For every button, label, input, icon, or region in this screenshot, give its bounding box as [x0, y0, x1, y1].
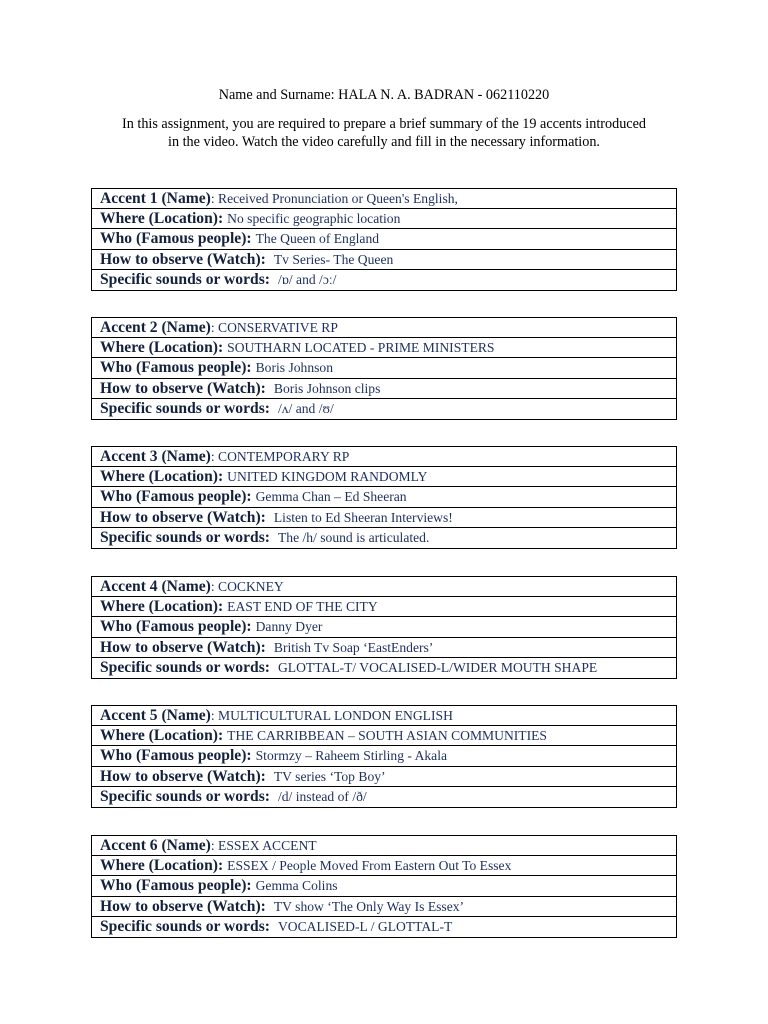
accent-name-row	[92, 318, 676, 338]
observe-label: How to observe (Watch):	[100, 379, 266, 397]
location-label: Where (Location):	[100, 598, 224, 616]
accent-name-row	[92, 189, 676, 209]
location-value: UNITED KINGDOM RANDOMLY	[227, 469, 428, 485]
observe-label: How to observe (Watch):	[100, 250, 266, 268]
observe-label: How to observe (Watch):	[100, 508, 266, 526]
accent-name-value: : COCKNEY	[210, 579, 284, 594]
accent-name-value: : CONTEMPORARY RP	[210, 449, 350, 464]
observe-value: Listen to Ed Sheeran Interviews!	[273, 509, 453, 525]
famous-people-value: Gemma Colins	[255, 878, 338, 894]
famous-people-label: Who (Famous people):	[100, 877, 252, 895]
sounds-label: Specific sounds or words:	[100, 787, 270, 805]
accent-table-6	[91, 835, 677, 938]
famous-people-row	[92, 358, 676, 378]
accent-name-row	[92, 836, 676, 856]
observe-row	[92, 638, 676, 658]
observe-value: Tv Series- The Queen	[273, 251, 394, 267]
famous-people-value: Gemma Chan – Ed Sheeran	[255, 489, 407, 505]
sounds-label: Specific sounds or words:	[100, 270, 270, 288]
famous-people-value: Boris Johnson	[255, 360, 334, 376]
accent-name-value: : MULTICULTURAL LONDON ENGLISH	[210, 708, 453, 723]
famous-people-label: Who (Famous people):	[100, 359, 252, 377]
observe-value: TV series ‘Top Boy’	[273, 768, 386, 784]
famous-people-row	[92, 487, 676, 507]
famous-people-label: Who (Famous people):	[100, 230, 252, 248]
observe-row	[92, 897, 676, 917]
location-value: THE CARRIBBEAN – SOUTH ASIAN COMMUNITIES	[227, 728, 547, 744]
sounds-label: Specific sounds or words:	[100, 658, 270, 676]
location-row	[92, 726, 676, 746]
famous-people-row	[92, 746, 676, 766]
observe-row	[92, 508, 676, 528]
accent-title: Accent 6 (Name)	[100, 837, 211, 854]
accent-table-4	[91, 576, 677, 679]
observe-label: How to observe (Watch):	[100, 767, 266, 785]
name-and-surname: Name and Surname: HALA N. A. BADRAN - 062110220	[218, 87, 550, 103]
location-value: ESSEX / People Moved From Eastern Out To Essex	[227, 858, 512, 874]
famous-people-row	[92, 229, 676, 249]
location-label: Where (Location):	[100, 857, 224, 875]
famous-people-row	[92, 876, 676, 896]
famous-people-value: Danny Dyer	[255, 619, 323, 635]
accent-name-value: : CONSERVATIVE RP	[210, 320, 338, 335]
sounds-row	[92, 658, 676, 678]
location-label: Where (Location):	[100, 210, 224, 228]
instructions-line-2: in the video. Watch the video carefully and fill in the necessary information.	[168, 134, 600, 150]
location-label: Where (Location):	[100, 339, 224, 357]
accent-title: Accent 2 (Name)	[100, 319, 211, 336]
sounds-row	[92, 917, 676, 937]
accent-name-row	[92, 577, 676, 597]
observe-label: How to observe (Watch):	[100, 897, 266, 915]
accent-table-3	[91, 446, 677, 549]
famous-people-row	[92, 617, 676, 637]
location-label: Where (Location):	[100, 468, 224, 486]
location-label: Where (Location):	[100, 727, 224, 745]
accent-name-row	[92, 447, 676, 467]
location-row	[92, 338, 676, 358]
famous-people-value: The Queen of England	[255, 231, 380, 247]
accent-name-row	[92, 706, 676, 726]
sounds-row	[92, 528, 676, 548]
observe-row	[92, 379, 676, 399]
location-value: EAST END OF THE CITY	[227, 599, 378, 615]
sounds-row	[92, 399, 676, 419]
sounds-value: /ɒ/ and /ɔː/	[277, 271, 337, 287]
accent-title: Accent 5 (Name)	[100, 707, 211, 724]
accent-title: Accent 1 (Name)	[100, 190, 211, 207]
accent-title: Accent 3 (Name)	[100, 448, 211, 465]
sounds-label: Specific sounds or words:	[100, 528, 270, 546]
observe-value: Boris Johnson clips	[273, 380, 381, 396]
sounds-value: GLOTTAL-T/ VOCALISED-L/WIDER MOUTH SHAPE	[277, 659, 598, 675]
accent-table-1	[91, 188, 677, 291]
location-value: No specific geographic location	[227, 211, 401, 227]
sounds-label: Specific sounds or words:	[100, 917, 270, 935]
accent-table-5	[91, 705, 677, 808]
observe-value: British Tv Soap ‘EastEnders’	[273, 639, 434, 655]
sounds-value: The /h/ sound is articulated.	[277, 529, 430, 545]
observe-value: TV show ‘The Only Way Is Essex’	[273, 898, 465, 914]
instructions-line-1: In this assignment, you are required to prepare a brief summary of the 19 accents introduced	[122, 116, 646, 132]
location-row	[92, 856, 676, 876]
sounds-row	[92, 270, 676, 290]
famous-people-label: Who (Famous people):	[100, 618, 252, 636]
accent-table-2	[91, 317, 677, 420]
sounds-label: Specific sounds or words:	[100, 399, 270, 417]
sounds-value: VOCALISED-L / GLOTTAL-T	[277, 918, 453, 934]
famous-people-label: Who (Famous people):	[100, 488, 252, 506]
accent-name-value: : Received Pronunciation or Queen's English,	[210, 191, 458, 206]
location-row	[92, 209, 676, 229]
famous-people-value: Stormzy – Raheem Stirling - Akala	[255, 748, 448, 764]
sounds-value: /ʌ/ and /ʊ/	[277, 400, 334, 416]
observe-label: How to observe (Watch):	[100, 638, 266, 656]
observe-row	[92, 250, 676, 270]
location-row	[92, 467, 676, 487]
accent-title: Accent 4 (Name)	[100, 578, 211, 595]
accent-name-value: : ESSEX ACCENT	[210, 838, 317, 853]
observe-row	[92, 767, 676, 787]
location-value: SOUTHARN LOCATED - PRIME MINISTERS	[227, 340, 495, 356]
sounds-value: /d/ instead of /ð/	[277, 788, 367, 804]
sounds-row	[92, 787, 676, 807]
location-row	[92, 597, 676, 617]
famous-people-label: Who (Famous people):	[100, 747, 252, 765]
